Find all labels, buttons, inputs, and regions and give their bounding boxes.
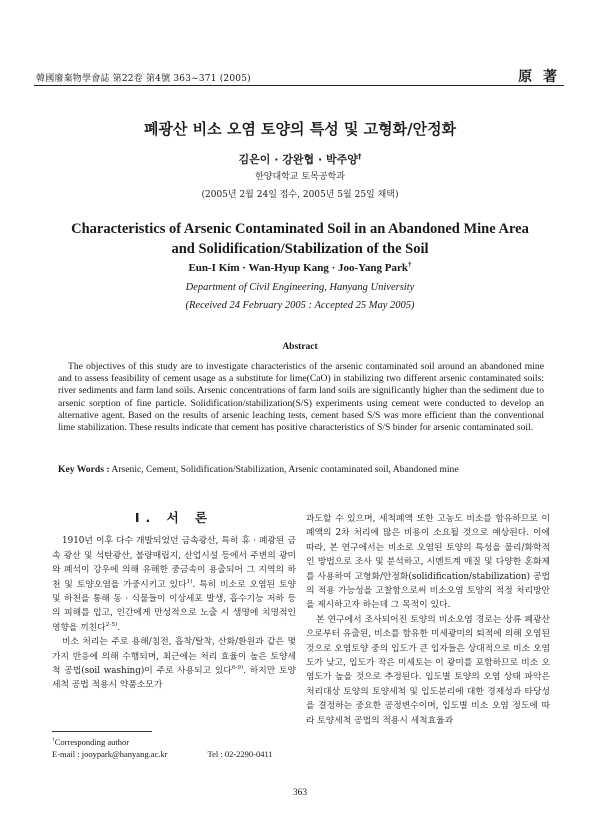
citation-ref: 2-5)	[105, 621, 118, 628]
english-corresponding-mark: †	[407, 260, 412, 269]
english-title	[0, 219, 600, 259]
keywords	[58, 464, 544, 475]
article-type-label: 原 著	[518, 69, 560, 85]
paragraph-text: . 하지만 토양세척 공법 적용시 약품소모가	[52, 666, 296, 691]
english-author-names: Eun-I Kim · Wan-Hyup Kang · Joo-Yang Park	[188, 262, 408, 274]
footnote-mark: †	[52, 737, 55, 744]
korean-corresponding-mark: †	[357, 151, 362, 161]
body-paragraph: 과도할 수 있으며, 세척폐액 또한 고농도 비소를 함유하므로 이 폐액의 2차 처리에 많은 비용이 소요될 것으로 예상된다. 이에 따라, 본 연구에서는 비소로 오염된 토양의 특성을 물리/화학적인 방법으로 조사 및 분석하고, 시멘트계 매질 및 다양한 혼화제를 사용하여 고형화/안정화(solidification/stabilization) 공법의 적용 가능성을 고찰함으로써 비소오염 토양의 적정 처리방안을 제시하고자 하는데 그 목적이 있다.	[306, 514, 550, 611]
abstract-heading: Abstract	[282, 342, 318, 352]
journal-citation: 韓國廢棄物學會誌 第22卷 第4號 363~371 (2005)	[36, 74, 251, 84]
english-affiliation: Department of Civil Engineering, Hanyang University	[185, 282, 415, 293]
paragraph-text: 1910년 이후 다수 개발되었던 금속광산, 특히 휴 · 폐광된 금속 광산 및 석탄광산, 불량매립지, 산업시설 등에서 주변의 광미와 폐석이 강우에 의해 유해한 중금속이 용출되어 그 지역의 하천 및 토양오염을 가중시키고 있다	[52, 536, 296, 590]
english-title-line-2: and Solidification/Stabilization of the Soil	[171, 241, 429, 257]
footnote-rule	[52, 731, 152, 732]
korean-affiliation: 한양대학교 토목공학과	[255, 172, 345, 182]
body-paragraph	[52, 534, 296, 635]
footnote-contact	[52, 748, 273, 760]
footnote	[52, 736, 273, 760]
citation-ref: 1)	[186, 578, 193, 585]
keywords-text: Arsenic, Cement, Solidification/Stabilization, Arsenic contaminated soil, Abandoned mine	[111, 464, 459, 475]
page-number: 363	[292, 788, 308, 798]
english-title-line-1: Characteristics of Arsenic Contaminated Soil in an Abandoned Mine Area	[71, 221, 529, 237]
citation-ref: 6-9)	[231, 665, 244, 672]
korean-title: 폐광산 비소 오염 토양의 특성 및 고형화/안정화	[143, 120, 457, 138]
footnote-corresponding	[52, 736, 273, 748]
body-paragraph: 본 연구에서 조사되어진 토양의 비소오염 경로는 상류 폐광산으로부터 유출된, 비소를 함유한 미세광미의 퇴적에 의해 오염된 것으로 오염토양 중의 입도가 큰 입자들은 상대적으로 비소 오염도가 낮고, 입도가 작은 미세토는 이 광미를 포함하므로 비소 오염도가 높을 것으로 추정된다. 입도별 토양의 오염 상태 파악은 처리대상 토양의 토양세척 및 입도분리에 대한 경제성과 타당성을 결정하는 중요한 공정변수이며, 입도별 비소 오염 정도에 따라 토양세척 공법의 적용시 세척효율과	[306, 614, 550, 726]
english-dates: (Received 24 February 2005 : Accepted 25 May 2005)	[185, 300, 415, 311]
english-authors	[0, 262, 600, 274]
paragraph-text: . 특히 비소로 오염된 토양 및 하천을 통해 동 · 식물들이 이상세포 발생, 흡수기능 저하 등의 피해를 입고, 인간에게 만성적으로 노출 시 생명에 치명적인 영향을 끼친다	[52, 579, 296, 633]
body-right-column	[306, 512, 550, 728]
header-rule	[34, 85, 564, 86]
korean-authors	[0, 151, 600, 167]
footnote-corresponding-label: Corresponding author	[54, 737, 130, 747]
abstract-text: The objectives of this study are to investigate characteristics of the arsenic contaminated soil around an abandoned mine and to assess feasibility of cement usage as a substitute for lime(CaO) in stabilizing two different arsenic contaminated soils: river sediments and farm land soils. Arsenic concentrations of farm land soils are significantly higher than the sediment due to arsenic sorption of fine particle. Solidification/stabilization(S/S) experiments using cement were conducted to develop an alternative agent. Based on the results of arsenic leaching tests, cement based S/S was more efficient than the conventional lime stabilization. These results indicate that cement has positive characteristics of S/S binder for arsenic contaminated soil.	[58, 361, 544, 434]
korean-dates: (2005년 2월 24일 접수, 2005년 5월 25일 채택)	[201, 190, 399, 200]
body-left-column	[52, 511, 296, 693]
footnote-email: E-mail : jooypark@hanyang.ac.kr	[52, 749, 168, 759]
paragraph-text: 비소 처리는 주로 용해/침전, 흡착/탈착, 산화/환원과 같은 몇 가지 반응에 의해 수행되며, 최근에는 처리 효율이 높은 토양세척 공법(soil washing)이 주로 사용되고 있다	[52, 637, 296, 677]
section-title: I. 서 론	[134, 510, 214, 525]
body-paragraph	[52, 635, 296, 693]
korean-author-names: 김은이 · 강완협 · 박주양	[238, 153, 358, 166]
paragraph-text: .	[117, 622, 121, 633]
keywords-label: Key Words :	[58, 464, 110, 475]
footnote-tel: Tel : 02-2290-0411	[207, 749, 273, 759]
